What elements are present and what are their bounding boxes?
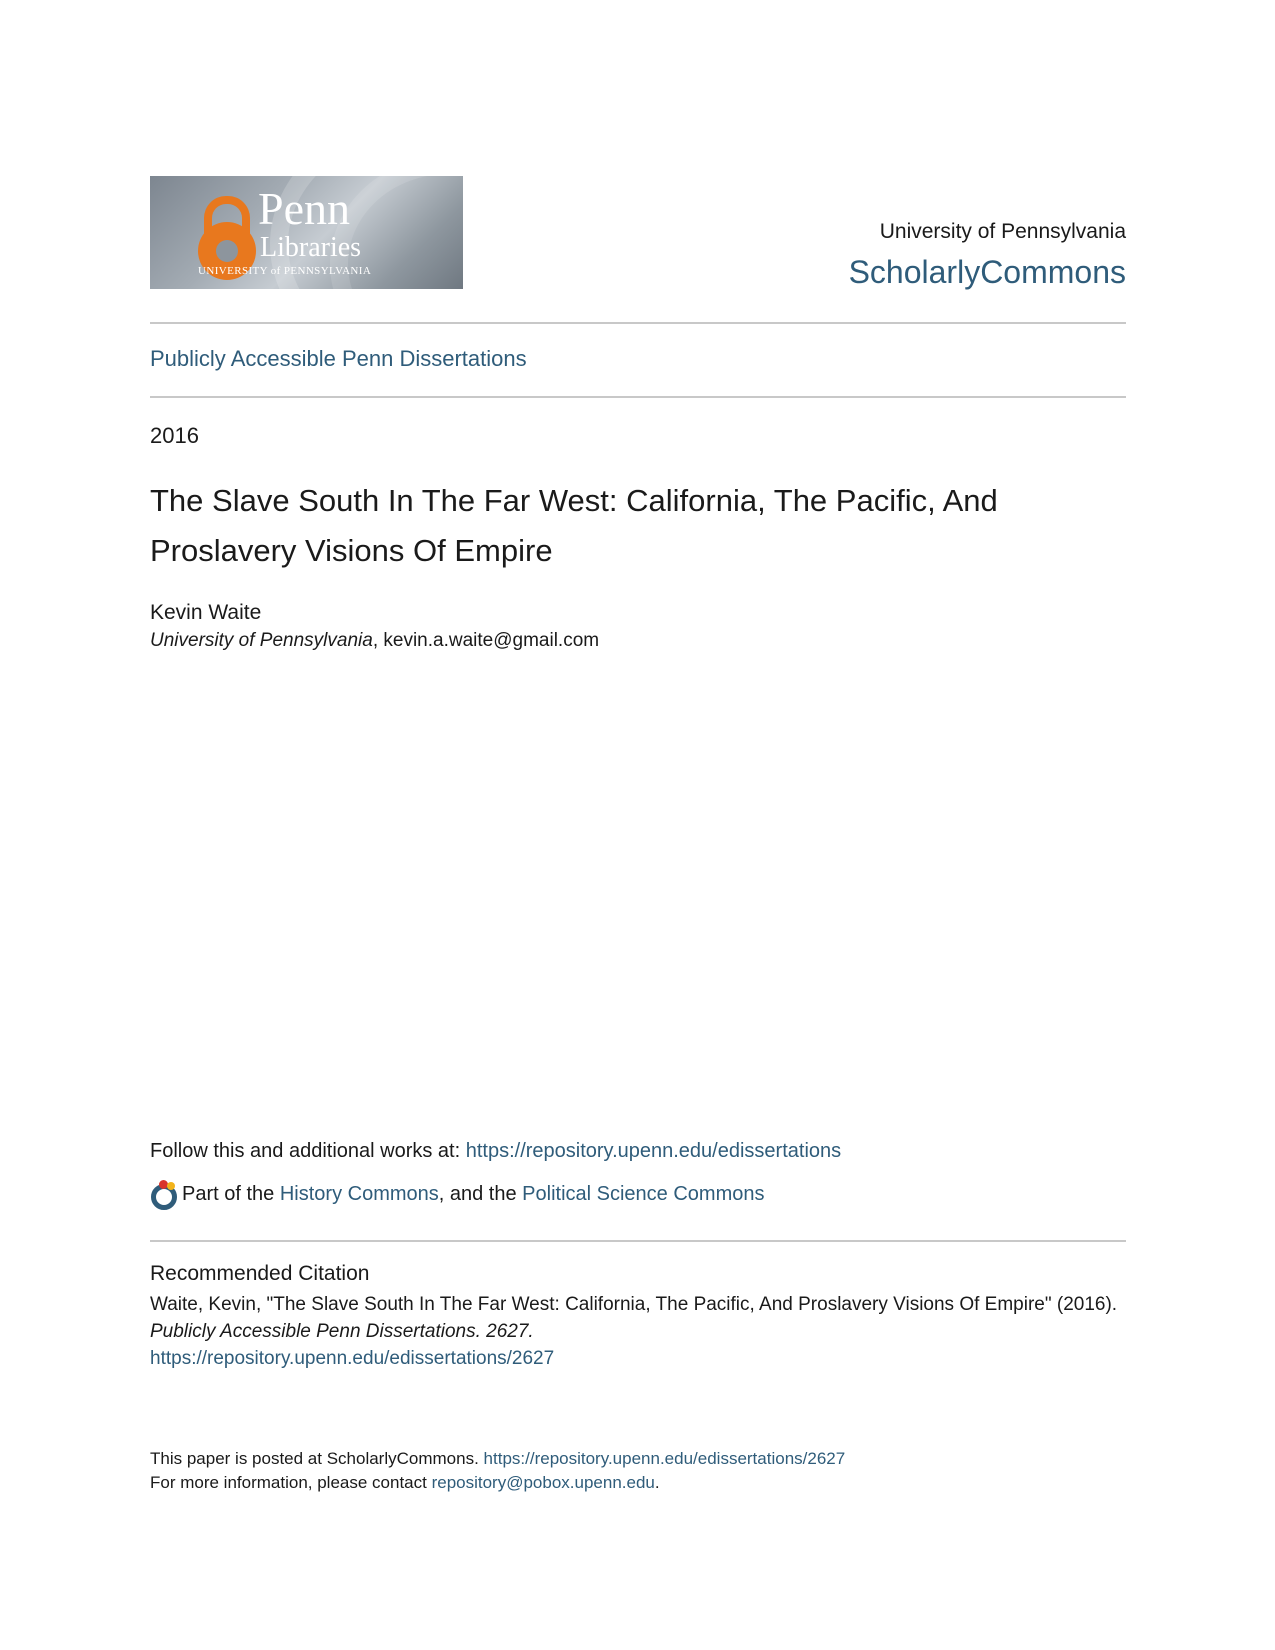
history-commons-link[interactable]: History Commons bbox=[279, 1182, 439, 1205]
publication-year: 2016 bbox=[150, 423, 199, 448]
footer-paper-link[interactable]: https://repository.upenn.edu/edissertations/2627 bbox=[483, 1449, 846, 1468]
penn-libraries-logo[interactable] bbox=[150, 176, 463, 289]
university-name: University of Pennsylvania bbox=[879, 220, 1126, 243]
footer-posted-text: This paper is posted at ScholarlyCommons. bbox=[150, 1449, 484, 1468]
citation-journal: Publicly Accessible Penn Dissertations bbox=[150, 1321, 476, 1342]
header-divider bbox=[150, 322, 1126, 324]
follow-prefix: Follow this and additional works at: bbox=[150, 1140, 466, 1162]
follow-line bbox=[150, 1140, 841, 1163]
footer-contact-email-link[interactable]: repository@pobox.upenn.edu bbox=[431, 1473, 655, 1492]
logo-penn-text: Penn bbox=[258, 183, 350, 234]
author-affiliation bbox=[150, 630, 599, 652]
footer-contact-text: For more information, please contact bbox=[150, 1473, 432, 1492]
part-of-line bbox=[150, 1180, 765, 1208]
series-divider bbox=[150, 396, 1126, 398]
author-email: kevin.a.waite@gmail.com bbox=[383, 630, 600, 651]
citation-number: . 2627. bbox=[475, 1321, 534, 1342]
citation-link[interactable]: https://repository.upenn.edu/edissertations/2627 bbox=[150, 1348, 555, 1369]
footer-notice bbox=[150, 1447, 845, 1495]
citation-main: Waite, Kevin, "The Slave South In The Far West: California, The Pacific, And Proslavery Visions Of Empire" (2016). bbox=[150, 1294, 1118, 1315]
commons-network-icon bbox=[150, 1180, 178, 1208]
footer-period: . bbox=[654, 1473, 660, 1492]
author-name: Kevin Waite bbox=[150, 601, 262, 624]
citation-text bbox=[150, 1291, 1126, 1372]
citation-heading: Recommended Citation bbox=[150, 1262, 370, 1285]
dissertation-title: The Slave South In The Far West: California, The Pacific, And Proslavery Visions Of Empire bbox=[150, 483, 998, 568]
scholarlycommons-link[interactable]: ScholarlyCommons bbox=[848, 254, 1126, 290]
affiliation-separator: , bbox=[372, 630, 384, 651]
collection-link[interactable]: https://repository.upenn.edu/edissertations bbox=[465, 1140, 842, 1162]
citation-divider bbox=[150, 1240, 1126, 1242]
cover-page bbox=[150, 0, 1126, 1650]
affiliation-name: University of Pennsylvania bbox=[150, 630, 373, 651]
part-of-prefix: Part of the bbox=[182, 1182, 275, 1205]
logo-libraries-text: Libraries bbox=[260, 232, 362, 263]
open-access-lock-keyhole bbox=[216, 240, 238, 262]
part-of-middle: , and the bbox=[438, 1182, 523, 1205]
political-science-commons-link[interactable]: Political Science Commons bbox=[522, 1182, 765, 1205]
series-link[interactable]: Publicly Accessible Penn Dissertations bbox=[150, 346, 527, 371]
logo-university-text: UNIVERSITY of PENNSYLVANIA bbox=[198, 265, 372, 277]
